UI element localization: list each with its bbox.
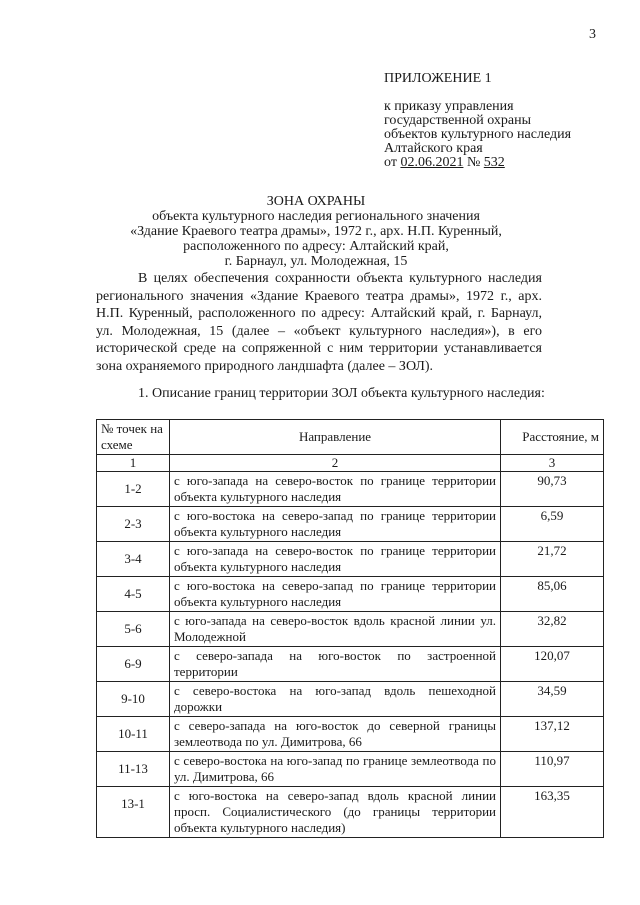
- header-distance: Расстояние, м: [501, 420, 604, 455]
- order-date: 02.06.2021: [400, 155, 464, 170]
- date-prefix: от: [384, 155, 401, 170]
- header-points: № точек на схеме: [97, 420, 170, 455]
- direction-text: с северо-востока на юго-запад вдоль пешеходной дорожки: [170, 682, 501, 717]
- direction-text: с юго-востока на северо-запад по границе территории объекта культурного наследия: [170, 577, 501, 612]
- direction-text: с юго-востока на северо-запад вдоль красной линии просп. Социалистического (до границы территории объекта культурного наследия): [170, 787, 501, 838]
- appendix-title: ПРИЛОЖЕНИЕ 1: [384, 71, 492, 86]
- boundary-table: [96, 419, 604, 838]
- direction-text: с юго-востока на северо-запад по границе территории объекта культурного наследия: [170, 507, 501, 542]
- distance-value: 163,35: [501, 787, 604, 838]
- point-range: 2-3: [97, 507, 170, 542]
- direction-text: с юго-запада на северо-восток вдоль красной линии ул. Молодежной: [170, 612, 501, 647]
- appendix-line: Алтайского края: [384, 141, 483, 156]
- table-row: [97, 752, 604, 787]
- distance-value: 137,12: [501, 717, 604, 752]
- table-row: [97, 507, 604, 542]
- distance-value: 6,59: [501, 507, 604, 542]
- zone-title-line: г. Барнаул, ул. Молодежная, 15: [224, 254, 408, 269]
- column-number: 3: [501, 455, 604, 472]
- column-number: 1: [97, 455, 170, 472]
- distance-value: 85,06: [501, 577, 604, 612]
- zone-title: [96, 194, 536, 269]
- page-number: 3: [589, 27, 596, 42]
- table-row: [97, 577, 604, 612]
- zone-title-line: объекта культурного наследия регионального значения: [152, 209, 480, 224]
- point-range: 5-6: [97, 612, 170, 647]
- point-range: 11-13: [97, 752, 170, 787]
- direction-text: с северо-запада на юго-восток по застроенной территории: [170, 647, 501, 682]
- point-range: 6-9: [97, 647, 170, 682]
- header-direction: Направление: [170, 420, 501, 455]
- point-range: 9-10: [97, 682, 170, 717]
- point-range: 3-4: [97, 542, 170, 577]
- table-row: [97, 682, 604, 717]
- column-number-row: [97, 455, 604, 472]
- distance-value: 34,59: [501, 682, 604, 717]
- appendix-block: [384, 72, 571, 170]
- table-row: [97, 787, 604, 838]
- table-row: [97, 542, 604, 577]
- distance-value: 21,72: [501, 542, 604, 577]
- appendix-date-line: [384, 156, 571, 170]
- point-range: 4-5: [97, 577, 170, 612]
- table-row: [97, 717, 604, 752]
- distance-value: 32,82: [501, 612, 604, 647]
- distance-value: 120,07: [501, 647, 604, 682]
- appendix-line: государственной охраны: [384, 113, 532, 128]
- section-heading: 1. Описание границ территории ЗОЛ объекта культурного наследия:: [138, 386, 545, 401]
- zone-title-line: ЗОНА ОХРАНЫ: [266, 194, 366, 209]
- table-header-row: [97, 420, 604, 455]
- table-row: [97, 612, 604, 647]
- direction-text: с северо-востока на юго-запад по границе землеотвода по ул. Димитрова, 66: [170, 752, 501, 787]
- direction-text: с юго-запада на северо-восток по границе территории объекта культурного наследия: [170, 542, 501, 577]
- zone-title-line: «Здание Краевого театра драмы», 1972 г., арх. Н.П. Куренный,: [130, 224, 502, 239]
- appendix-line: к приказу управления: [384, 99, 514, 114]
- order-number: 532: [483, 155, 505, 170]
- number-prefix: №: [463, 155, 484, 170]
- direction-text: с юго-запада на северо-восток по границе территории объекта культурного наследия: [170, 472, 501, 507]
- point-range: 10-11: [97, 717, 170, 752]
- point-range: 1-2: [97, 472, 170, 507]
- distance-value: 90,73: [501, 472, 604, 507]
- point-range: 13-1: [97, 787, 170, 838]
- appendix-line: объектов культурного наследия: [384, 127, 572, 142]
- distance-value: 110,97: [501, 752, 604, 787]
- table-row: [97, 472, 604, 507]
- intro-paragraph: В целях обеспечения сохранности объекта культурного наследия регионального значения «Здание Краевого театра драмы», 1972 г., арх. Н.П. Куренный, расположенного по адресу: Алтайский край, г. Барнаул, ул. Молодежная, 15 (далее – «объект культурного наследия»), в его исторической среде на сопряженной с ним территории устанавливается зона охраняемого природного ландшафта (далее – ЗОЛ).: [96, 271, 542, 374]
- column-number: 2: [170, 455, 501, 472]
- table-row: [97, 647, 604, 682]
- zone-title-line: расположенного по адресу: Алтайский край,: [183, 239, 449, 254]
- direction-text: с северо-запада на юго-восток до северной границы землеотвода по ул. Димитрова, 66: [170, 717, 501, 752]
